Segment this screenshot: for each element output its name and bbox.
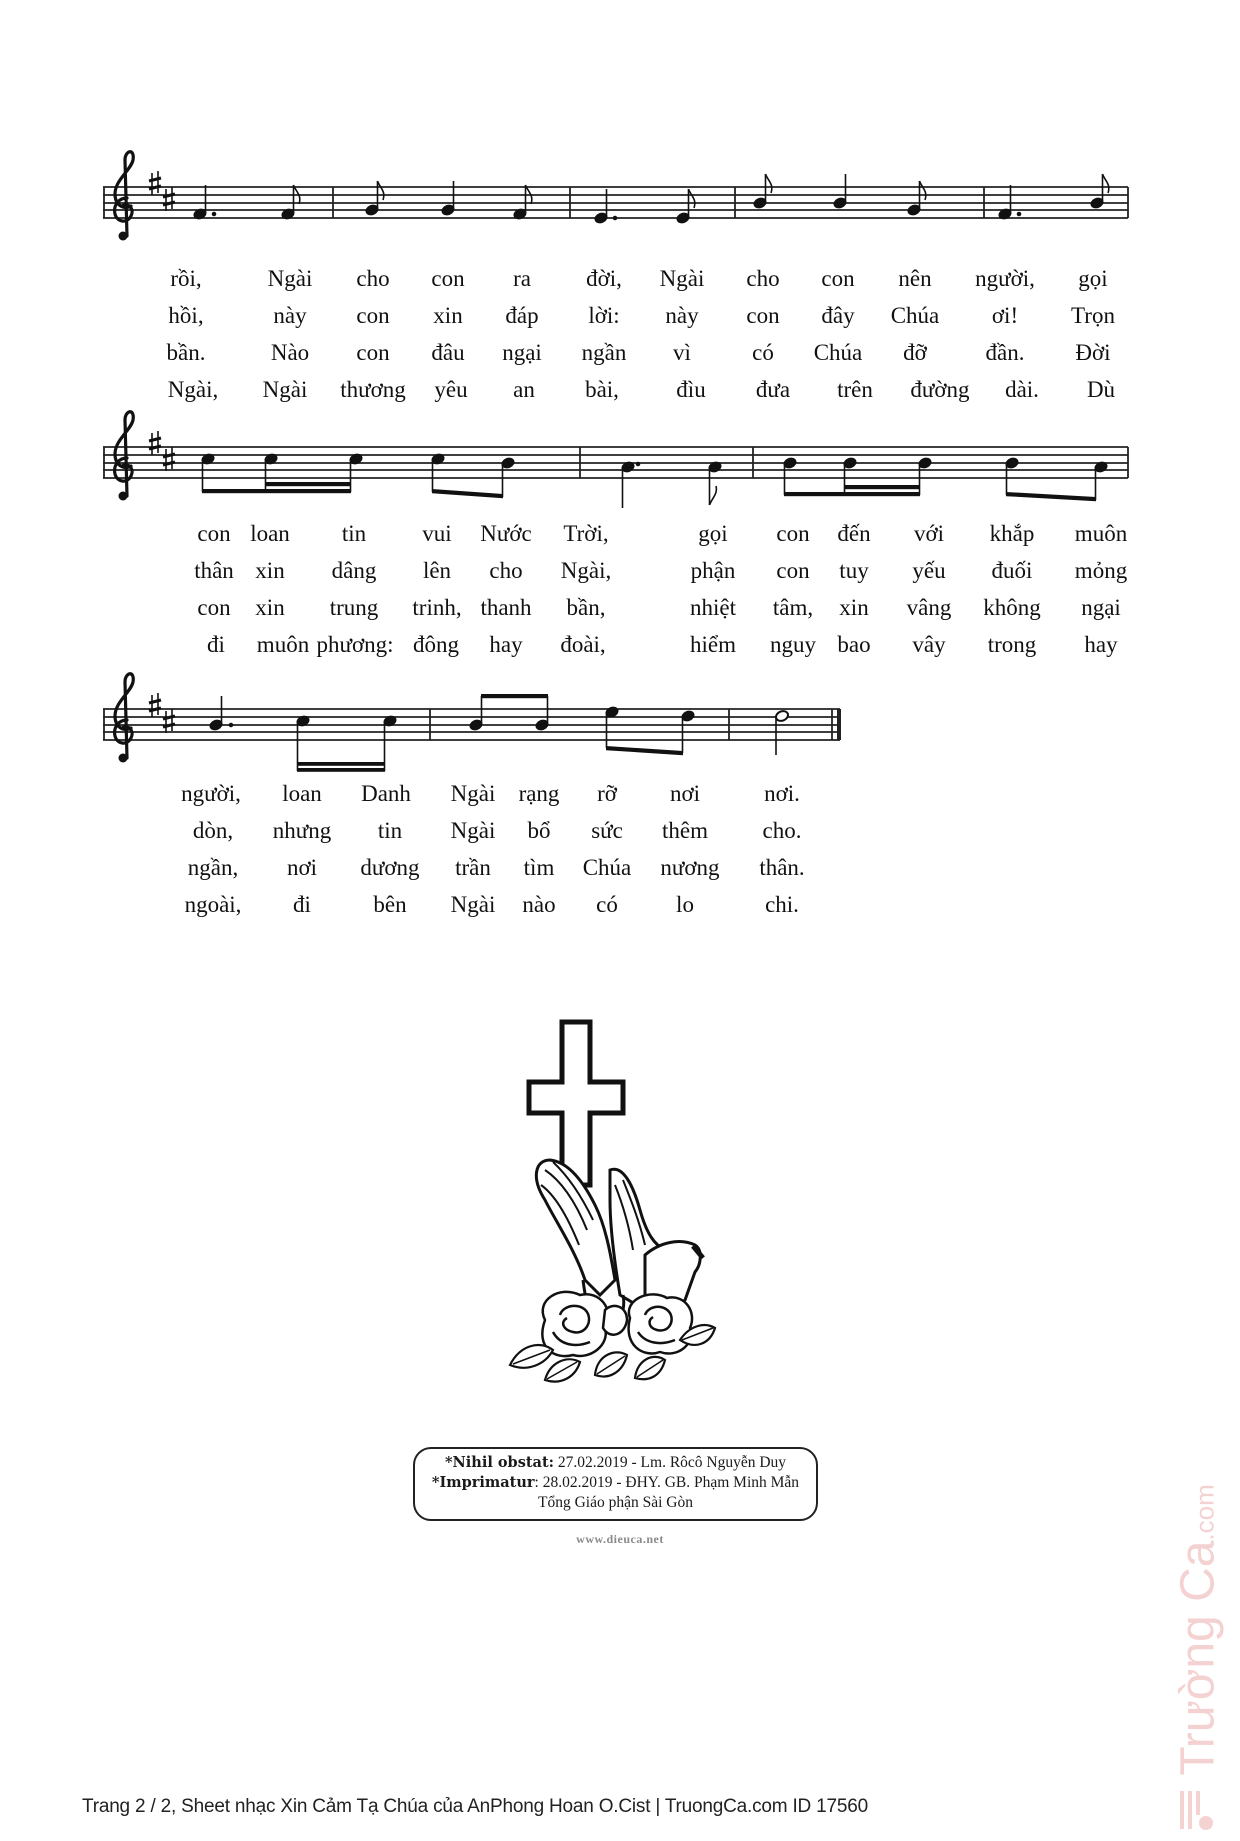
- ecclesiastical-approval-box: [413, 1447, 818, 1521]
- syllable: nơi.: [764, 781, 800, 806]
- syllable: yêu: [434, 377, 468, 402]
- syllable: ngần,: [187, 855, 239, 880]
- syllable: đìu: [676, 377, 706, 402]
- syllable: đáp: [505, 303, 539, 328]
- truongca-watermark: [1168, 1430, 1228, 1830]
- syllable: phương:: [316, 632, 394, 657]
- syllable: con: [431, 266, 465, 291]
- imprimatur-line: [415, 1473, 816, 1493]
- syllable: Ngài: [450, 781, 496, 806]
- syllable: đưa: [755, 377, 791, 402]
- syllable: trinh,: [412, 595, 462, 620]
- syllable: trong: [987, 632, 1037, 657]
- truongca-logo-icon: [1178, 1785, 1218, 1835]
- syllable: tuy: [839, 558, 869, 583]
- syllable: Danh: [361, 781, 411, 806]
- syllable: vây: [912, 632, 946, 657]
- nihil-obstat-label: *Nihil obstat:: [444, 1454, 555, 1471]
- syllable: nên: [898, 266, 932, 291]
- syllable: yếu: [912, 558, 946, 583]
- lyric-verse-4: [0, 892, 1240, 926]
- syllable: khắp: [989, 521, 1035, 546]
- syllable: lên: [422, 558, 452, 583]
- syllable: vui: [422, 521, 452, 546]
- syllable: nơi: [286, 855, 318, 880]
- syllable: Đời: [1075, 340, 1111, 365]
- syllable: mỏng: [1074, 558, 1128, 583]
- syllable: xin: [255, 595, 285, 620]
- syllable: tin: [341, 521, 367, 546]
- syllable: xin: [839, 595, 869, 620]
- syllable: bần.: [166, 340, 206, 365]
- syllable: đuối: [991, 558, 1033, 583]
- syllable: người,: [975, 266, 1035, 291]
- syllable: dương: [360, 855, 420, 880]
- syllable: con: [356, 303, 390, 328]
- syllable: phận: [690, 558, 736, 583]
- syllable: Ngài: [659, 266, 705, 291]
- syllable: loan: [250, 521, 290, 546]
- syllable: tìm: [523, 855, 555, 880]
- syllable: con: [776, 558, 810, 583]
- lyric-verse-1: [0, 781, 1240, 815]
- syllable: có: [596, 892, 618, 917]
- syllable: thân.: [759, 855, 805, 880]
- syllable: bài,: [585, 377, 619, 402]
- syllable: con: [197, 595, 231, 620]
- syllable: con: [356, 340, 390, 365]
- syllable: này: [665, 303, 699, 328]
- syllable: Nào: [270, 340, 310, 365]
- watermark-main: Trường Ca: [1171, 1540, 1225, 1776]
- nihil-obstat-text: 27.02.2019 - Lm. Rôcô Nguyễn Duy: [554, 1454, 787, 1471]
- syllable: rạng: [518, 781, 560, 806]
- lyric-verse-2: [0, 818, 1240, 852]
- syllable: với: [913, 521, 945, 546]
- syllable: con: [746, 303, 780, 328]
- syllable: cho: [356, 266, 390, 291]
- cross-praying-hands-roses-icon: [505, 1010, 735, 1395]
- syllable: này: [273, 303, 307, 328]
- syllable: loan: [282, 781, 322, 806]
- syllable: an: [513, 377, 535, 402]
- syllable: bao: [837, 632, 871, 657]
- syllable: cho.: [762, 818, 802, 843]
- syllable: đây: [821, 303, 855, 328]
- syllable: thương: [340, 377, 406, 402]
- syllable: muôn: [256, 632, 310, 657]
- syllable: ngại: [1081, 595, 1121, 620]
- syllable: cho: [489, 558, 523, 583]
- syllable: xin: [255, 558, 285, 583]
- syllable: đần.: [985, 340, 1025, 365]
- syllable: đến: [837, 521, 871, 546]
- syllable: nơi: [669, 781, 701, 806]
- syllable: chi.: [765, 892, 799, 917]
- syllable: Ngài: [262, 377, 308, 402]
- syllable: Ngài,: [167, 377, 219, 402]
- syllable: hồi,: [168, 303, 204, 328]
- syllable: trên: [837, 377, 873, 402]
- syllable: rồi,: [170, 266, 202, 291]
- syllable: đi: [293, 892, 311, 917]
- syllable: đời,: [586, 266, 622, 291]
- syllable: nhưng: [272, 818, 332, 843]
- syllable: gọi: [1078, 266, 1108, 291]
- syllable: trần: [455, 855, 491, 880]
- syllable: vì: [673, 340, 691, 365]
- syllable: đông: [413, 632, 459, 657]
- syllable: Ngài: [450, 818, 496, 843]
- syllable: ngoài,: [184, 892, 242, 917]
- syllable: Chúa: [813, 340, 863, 365]
- syllable: Ngài: [450, 892, 496, 917]
- syllable: ơi!: [991, 303, 1019, 328]
- nihil-obstat-line: [415, 1453, 816, 1473]
- syllable: nào: [522, 892, 556, 917]
- syllable: đường: [910, 377, 970, 402]
- syllable: sức: [591, 818, 623, 843]
- syllable: dài.: [1005, 377, 1039, 402]
- syllable: cho: [746, 266, 780, 291]
- lyric-verse-3: [0, 855, 1240, 889]
- syllable: nhiệt: [690, 595, 736, 620]
- syllable: Ngài,: [560, 558, 612, 583]
- syllable: nguy: [770, 632, 816, 657]
- syllable: dâng: [331, 558, 377, 583]
- syllable: Trọn: [1071, 303, 1115, 328]
- syllable: Dù: [1086, 377, 1116, 402]
- syllable: hiểm: [690, 632, 736, 657]
- syllable: có: [752, 340, 774, 365]
- syllable: ra: [513, 266, 531, 291]
- syllable: trung: [329, 595, 379, 620]
- syllable: đoài,: [560, 632, 606, 657]
- syllable: người,: [181, 781, 241, 806]
- syllable: hay: [489, 632, 523, 657]
- imprimatur-text: : 28.02.2019 - ĐHY. GB. Phạm Minh Mẫn: [534, 1474, 800, 1491]
- syllable: muôn: [1074, 521, 1128, 546]
- syllable: Chúa: [890, 303, 940, 328]
- syllable: tâm,: [772, 595, 814, 620]
- syllable: bên: [373, 892, 407, 917]
- site-url: www.dieuca.net: [576, 1532, 664, 1546]
- syllable: thanh: [480, 595, 532, 620]
- syllable: Nước: [480, 521, 532, 546]
- syllable: nương: [660, 855, 720, 880]
- syllable: con: [821, 266, 855, 291]
- music-staff-3: [0, 0, 1240, 780]
- syllable: dòn,: [192, 818, 234, 843]
- syllable: con: [776, 521, 810, 546]
- syllable: tin: [377, 818, 403, 843]
- syllable: Ngài: [267, 266, 313, 291]
- syllable: bổ: [527, 818, 551, 843]
- syllable: đi: [207, 632, 225, 657]
- syllable: rỡ: [597, 781, 617, 806]
- syllable: lời:: [588, 303, 620, 328]
- watermark-suffix: .com: [1189, 1484, 1220, 1541]
- diocese-line: Tổng Giáo phận Sài Gòn: [538, 1494, 693, 1511]
- syllable: ngại: [502, 340, 542, 365]
- syllable: xin: [433, 303, 463, 328]
- syllable: Trời,: [563, 521, 609, 546]
- syllable: ngần: [581, 340, 627, 365]
- watermark-text: [1171, 1484, 1226, 1776]
- syllable: đâu: [431, 340, 465, 365]
- page-footer: Trang 2 / 2, Sheet nhạc Xin Cảm Tạ Chúa của AnPhong Hoan O.Cist | TruongCa.com ID 17560: [82, 1796, 868, 1817]
- syllable: bần,: [566, 595, 606, 620]
- syllable: lo: [676, 892, 694, 917]
- syllable: con: [197, 521, 231, 546]
- syllable: Chúa: [582, 855, 632, 880]
- imprimatur-label: *Imprimatur: [431, 1474, 535, 1491]
- syllable: vâng: [906, 595, 952, 620]
- syllable: không: [983, 595, 1041, 620]
- syllable: hay: [1084, 632, 1118, 657]
- syllable: thân: [194, 558, 234, 583]
- syllable: thêm: [662, 818, 708, 843]
- syllable: đỡ: [903, 340, 927, 365]
- syllable: gọi: [698, 521, 728, 546]
